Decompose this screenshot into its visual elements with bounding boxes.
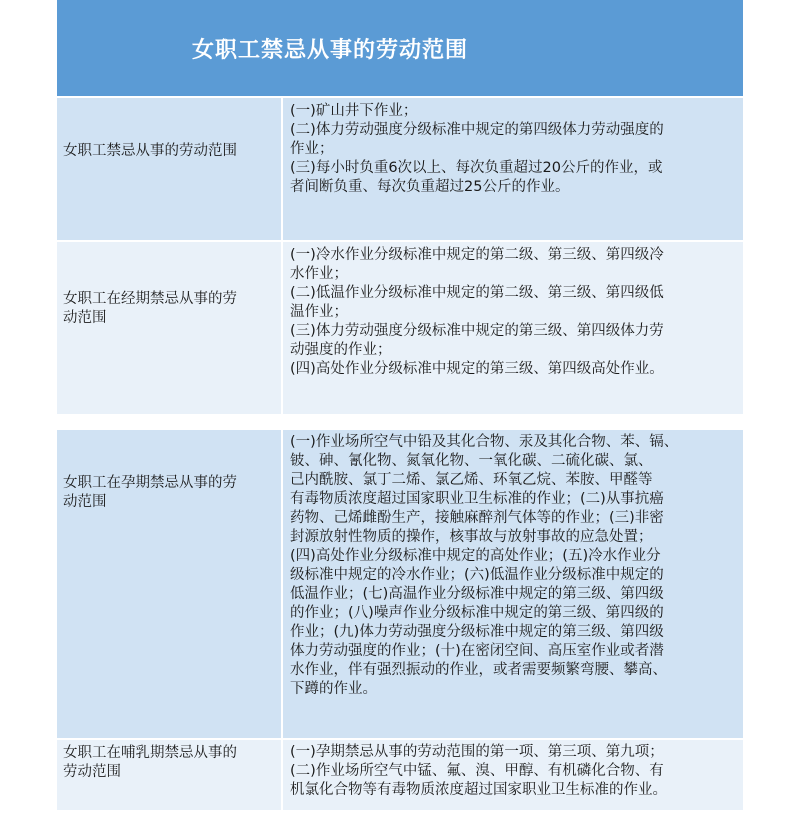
table-row-lactation: [57, 738, 743, 810]
content-line: 水作业；: [290, 266, 348, 282]
row-label: [57, 430, 283, 738]
content-line: 机氯化合物等有毒物质浓度超过国家职业卫生标准的作业。: [290, 782, 667, 798]
content-line: 温作业；: [290, 304, 348, 320]
content-line: (二)作业场所空气中锰、氟、溴、甲醇、有机磷化合物、有: [290, 763, 664, 779]
row-label: [57, 242, 283, 414]
content-line: (三)每小时负重6次以上、每次负重超过20公斤的作业，或: [290, 160, 663, 176]
content-line: 己内酰胺、氯丁二烯、氯乙烯、环氧乙烷、苯胺、甲醛等: [290, 472, 653, 488]
row-content: [283, 98, 743, 240]
table-row-menstrual: [57, 240, 743, 414]
row-label-line: 女职工在经期禁忌从事的劳: [63, 291, 237, 307]
content-line: 动强度的作业；: [290, 342, 392, 358]
row-label-line: 动范围: [63, 494, 107, 510]
labor-restrictions-table: [57, 0, 743, 810]
row-content: [283, 242, 743, 414]
content-line: 作业；(九)体力劳动强度分级标准中规定的第三级、第四级: [290, 624, 664, 640]
content-line: 者间断负重、每次负重超过25公斤的作业。: [290, 179, 570, 195]
table-gap: [57, 414, 743, 430]
content-line: 下蹲的作业。: [290, 681, 377, 697]
content-line: 低温作业；(七)高温作业分级标准中规定的第三级、第四级: [290, 586, 664, 602]
table-row-pregnancy: [57, 430, 743, 738]
table-header: [57, 0, 743, 96]
content-line: (一)矿山井下作业；: [290, 103, 418, 119]
content-line: 的作业；(八)噪声作业分级标准中规定的第三级、第四级的: [290, 605, 664, 621]
row-label-line: 动范围: [63, 310, 107, 326]
content-line: (二)低温作业分级标准中规定的第二级、第三级、第四级低: [290, 285, 664, 301]
content-line: (四)高处作业分级标准中规定的高处作业；(五)冷水作业分: [290, 548, 661, 564]
row-label-line: 女职工禁忌从事的劳动范围: [63, 143, 237, 159]
content-line: (一)冷水作业分级标准中规定的第二级、第三级、第四级冷: [290, 247, 664, 263]
content-line: 作业；: [290, 141, 334, 157]
content-line: 铍、砷、氰化物、氮氧化物、一氧化碳、二硫化碳、氯、: [290, 453, 653, 469]
content-line: 级标准中规定的冷水作业；(六)低温作业分级标准中规定的: [290, 567, 664, 583]
row-content: [283, 740, 743, 810]
row-label-line: 女职工在孕期禁忌从事的劳: [63, 475, 237, 491]
content-line: 水作业，伴有强烈振动的作业，或者需要频繁弯腰、攀高、: [290, 662, 667, 678]
content-line: 药物、己烯雌酚生产，接触麻醉剂气体等的作业；(三)非密: [290, 510, 664, 526]
row-label-line: 女职工在哺乳期禁忌从事的: [63, 745, 237, 761]
table-row-general: [57, 96, 743, 240]
content-line: (二)体力劳动强度分级标准中规定的第四级体力劳动强度的: [290, 122, 664, 138]
content-line: 体力劳动强度的作业；(十)在密闭空间、高压室作业或者潜: [290, 643, 664, 659]
row-label: [57, 740, 283, 810]
row-content: [283, 430, 743, 738]
content-line: (四)高处作业分级标准中规定的第三级、第四级高处作业。: [290, 361, 664, 377]
content-line: 封源放射性物质的操作，核事故与放射事故的应急处置；: [290, 529, 653, 545]
row-label-line: 劳动范围: [63, 764, 121, 780]
table-title: 女职工禁忌从事的劳动范围: [192, 37, 469, 63]
content-line: (一)作业场所空气中铅及其化合物、汞及其化合物、苯、镉、: [290, 434, 679, 450]
content-line: (三)体力劳动强度分级标准中规定的第三级、第四级体力劳: [290, 323, 664, 339]
content-line: 有毒物质浓度超过国家职业卫生标准的作业；(二)从事抗癌: [290, 491, 664, 507]
content-line: (一)孕期禁忌从事的劳动范围的第一项、第三项、第九项；: [290, 744, 664, 760]
row-label: [57, 98, 283, 240]
